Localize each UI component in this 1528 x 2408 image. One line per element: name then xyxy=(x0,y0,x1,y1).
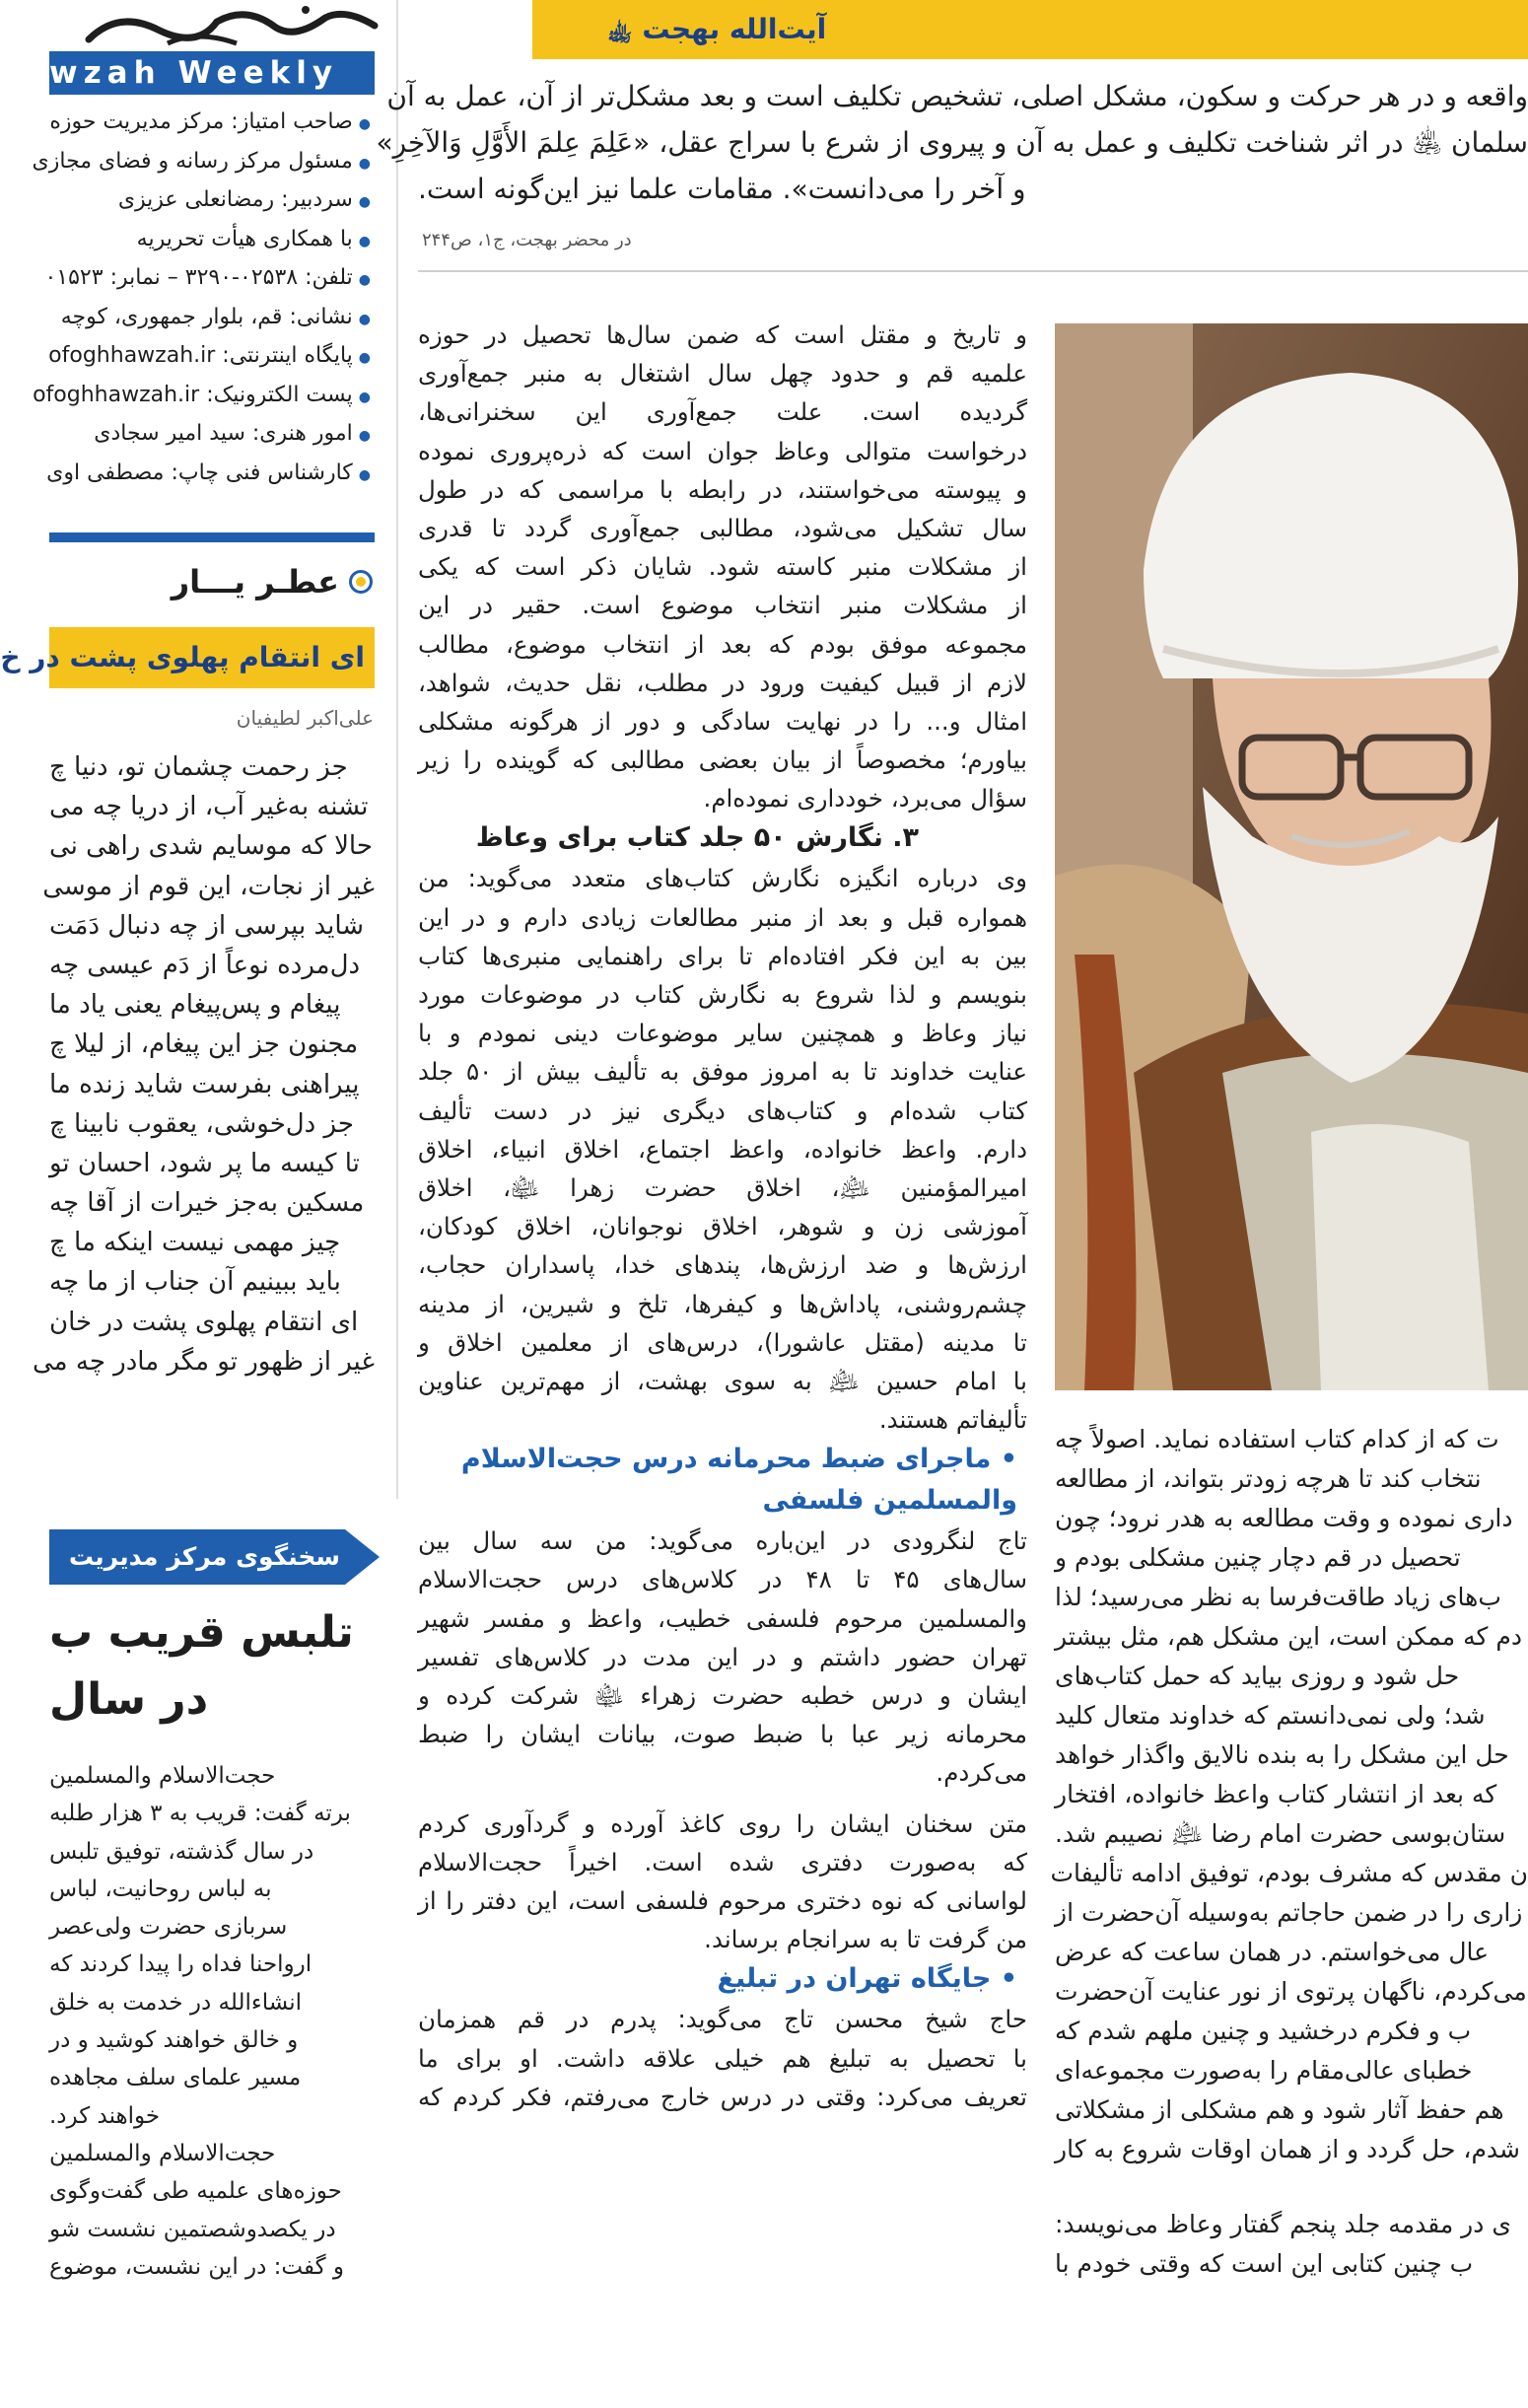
blue-subheading: والمسلمین فلسفی xyxy=(762,1485,1017,1517)
article-line: هم حفظ آثار شود و هم مشکلی از مشکلاتی xyxy=(1055,2095,1504,2124)
article-line: دارم. واعظ خانواده، واعظ اجتماع، اخلاق انبیاء، اخلاق xyxy=(418,1134,1027,1164)
quote-banner xyxy=(532,0,1528,59)
poem-line: باید ببینیم آن جناب از ما چه xyxy=(49,1267,341,1298)
news-line: حجت‌الاسلام والمسلمین xyxy=(49,1763,276,1789)
news-line: مسیر علمای سلف مجاهده xyxy=(49,2065,302,2091)
poem-line: جز دل‌خوشی، یعقوب نابینا چ xyxy=(49,1108,354,1139)
article-line: تاج لنگرودی در این‌باره می‌گوید: من سه سال بین xyxy=(418,1526,1027,1556)
article-line: داری نموده و وقت مطالعه به هدر نرود؛ چون xyxy=(1055,1504,1513,1532)
article-line: حاج شیخ محسن تاج می‌گوید: پدرم در قم همزمان xyxy=(418,2005,1027,2034)
article-line: والمسلمین مرحوم فلسفی خطیب، واعظ و مفسر شهیر xyxy=(418,1603,1027,1633)
article-line: از مشکلات منبر انتخاب موضوع است. حقیر در این xyxy=(418,591,1027,620)
article-line: تحصیل در قم دچار چنین مشکلی بودم و xyxy=(1055,1543,1461,1572)
article-line: با تحصیل به تبلیغ هم خیلی علاقه داشت. او برای ما xyxy=(418,2043,1027,2073)
article-line: سؤال می‌برد، خودداری نموده‌ام. xyxy=(703,784,1027,814)
article-line: عال می‌خواستم. در همان ساعت که عرض xyxy=(1055,1938,1490,1966)
article-line: امثال و... را در نهایت سادگی و دور از هرگونه مشکلی xyxy=(418,706,1027,736)
quote-author: آیت‌الله بهجت ﵀ xyxy=(607,13,827,45)
quote-line: سلمان ﵁ در اثر شناخت تکلیف و عمل به آن و پیروی از شرع با سراج عقل، «عَلِمَ عِلمَ الأَوَّلِ وَالآخِرِ» xyxy=(376,126,1528,159)
headline-line: تلبس قریب ب xyxy=(49,1607,354,1658)
article-line: تألیفاتم هستند. xyxy=(878,1405,1027,1435)
news-line: برته گفت: قریب به ۳ هزار طلبه xyxy=(49,1801,351,1827)
article-line: ب چنین کتابی این است که وقتی خودم با xyxy=(1055,2249,1474,2278)
headline-line: در سال xyxy=(49,1674,209,1725)
news-line: خواهند کرد. xyxy=(49,2102,161,2129)
article-line: ستان‌بوسی حضرت امام رضا ﵇ نصیبم شد. xyxy=(1055,1819,1506,1848)
article-line: ارزش‌ها و ضد ارزش‌ها، پندهای خدا، پاسداران حجاب، xyxy=(418,1250,1027,1280)
logo-calligraphy-icon xyxy=(49,0,389,51)
poem-line: غیر از نجات، این قوم از موسی xyxy=(42,871,375,901)
target-circle-icon xyxy=(349,570,373,594)
article-line: ایشان و درس خطبه حضرت زهراء ﵍ شرکت کرده و xyxy=(418,1681,1027,1710)
section-divider xyxy=(49,532,375,542)
article-line: خطبای عالی‌مقام را به‌صورت مجموعه‌ای xyxy=(1055,2056,1473,2085)
poet-name: علی‌اکبر لطیفیان xyxy=(236,706,374,730)
right-article-column xyxy=(1050,1420,1528,2408)
paragraph-gap xyxy=(1055,2169,1528,2205)
news-line: انشاءالله در خدمت به خلق xyxy=(49,1989,303,2016)
article-line: درخواست متوالی وعاظ جوان است که ذره‌پروری نموده xyxy=(418,436,1027,465)
news-line: و گفت: در این نشست، موضوع xyxy=(49,2253,345,2280)
article-line: بیاورم؛ مخصوصاً از بیان بعضی مطالبی که گوینده را زیر xyxy=(418,745,1027,775)
info-item: ●پست الکترونیک: ofoghhawzah.ir xyxy=(33,382,371,407)
bullet-icon: ● xyxy=(358,194,371,210)
news-line: به لباس روحانیت، لباس xyxy=(49,1876,272,1902)
portrait-illustration xyxy=(1055,323,1528,1390)
info-item: ●تلفن: ۰۲۵۳۸-۳۲۹۰ – نمابر: ۰۱۵۲۳ xyxy=(44,265,371,290)
article-line: وی درباره انگیزه نگارش کتاب‌های متعدد می‌گوید: من xyxy=(418,864,1027,893)
article-line: ب و فکرم درخشید و چنین ملهم شدم که xyxy=(1055,2017,1472,2045)
info-item: ●مسئول مرکز رسانه و فضای مجازی xyxy=(32,148,371,174)
poem-line: حالا که موسایم شدی راهی نی xyxy=(49,831,373,862)
quote-line: و آخر را می‌دانست». مقامات علما نیز این‌گونه است. xyxy=(418,173,1026,205)
article-line: ب‌های زیاد طاقت‌فرسا به نظر می‌رسید؛ لذا xyxy=(1055,1583,1501,1611)
news-body xyxy=(49,1757,375,2408)
article-line: با امام حسین ﵇ به سوی بهشت، از مهم‌ترین عناوین xyxy=(418,1366,1027,1395)
bullet-icon: ● xyxy=(358,155,371,172)
info-item: ●صاحب امتیاز: مرکز مدیریت حوزه xyxy=(49,109,371,134)
article-line: حل شود و روزی بیاید که حمل کتاب‌های xyxy=(1055,1662,1460,1690)
article-line: زاری را در ضمن حاجاتم به‌وسیله آن‌حضرت از xyxy=(1055,1898,1523,1927)
article-line: لواسانی که نوه دختری مرحوم فلسفی است، این دفتر را از xyxy=(418,1885,1027,1915)
article-line: بین به این فکر افتاده‌ام تا برای راهنمایی منبری‌ها کتاب xyxy=(418,941,1027,970)
news-kicker-banner xyxy=(49,1529,380,1585)
article-line: تا مدینه (مقتل عاشورا)، درس‌های از معلمین اخلاق و xyxy=(418,1327,1027,1357)
poem-line: ای انتقام پهلوی پشت در خان xyxy=(49,1307,359,1337)
section-subheading: ۳. نگارش ۵۰ جلد کتاب برای وعاظ xyxy=(475,822,919,854)
article-line: مجموعه موفق بودم که بعد از انتخاب موضوع، مطالب xyxy=(418,629,1027,659)
article-line: دم که ممکن است، این مشکل هم، مثل بیشتر xyxy=(1055,1622,1522,1651)
article-line: عنایت خداوند تا به امروز موفق به تألیف بیش از ۵۰ جلد xyxy=(418,1057,1028,1087)
atr-section-header xyxy=(49,557,375,606)
article-line: ی در مقدمه جلد پنجم گفتار وعاظ می‌نویسد: xyxy=(1055,2210,1511,2238)
poem-line: پیغام و پس‌پیغام یعنی یاد ما xyxy=(49,990,341,1021)
article-line: لازم از قبیل کیفیت ورود در مطلب، نقل حدیث، شواهد، xyxy=(418,668,1027,697)
poem-line: پیراهنی بفرست شاید زنده ما xyxy=(49,1069,360,1099)
article-line: و تاریخ و مقتل است که ضمن سال‌ها تحصیل در حوزه xyxy=(418,320,1027,349)
article-line: بنویسم و لذا شروع به نگارش کتاب در موضوعات مورد xyxy=(418,980,1027,1009)
article-line: سال تشکیل می‌شود، مطالبی جمع‌آوری گردد تا قدری xyxy=(418,513,1027,542)
quote-source: در محضر بهجت، ج۱، ص۲۴۴ xyxy=(422,230,632,250)
article-column xyxy=(418,316,1027,2408)
cleric-portrait-photo xyxy=(1055,323,1528,1390)
article-line: من گرفت تا به سرانجام برساند. xyxy=(704,1925,1027,1954)
article-line: نیاز وعاظ و همچنین سایر موضوعات دینی نمودم و با xyxy=(418,1019,1027,1048)
poem-line: شاید بپرسی از چه دنبال دَمَت xyxy=(49,910,365,941)
article-line: همواره قبل و بعد از منبر مطالعات زیادی دارم و در این xyxy=(418,902,1027,932)
article-line: حل این مشکل را به بنده نالایق واگذار خواهد xyxy=(1055,1740,1509,1769)
bullet-icon: ● xyxy=(358,233,371,249)
info-item: ●امور هنری: سید امیر سجادی xyxy=(94,421,371,446)
article-line: سال‌های ۴۵ تا ۴۸ در کلاس‌های درس حجت‌الاسلام xyxy=(418,1565,1028,1594)
atr-section-title: عطـر یـــار xyxy=(171,563,339,601)
weekly-title: wzah Weekly xyxy=(49,55,339,91)
article-line: آموزشی زن و شوهر، اخلاق نوجوانان، اخلاق کودکان، xyxy=(418,1212,1027,1241)
article-line: می‌کردم. xyxy=(936,1758,1027,1788)
article-line: شد؛ ولی نمی‌دانستم که خداوند متعال کلید xyxy=(1055,1701,1486,1730)
news-line: در سال گذشته، توفیق تلبس xyxy=(49,1838,314,1865)
info-item: ●با همکاری هیأت تحریریه xyxy=(136,226,371,251)
bullet-icon: ● xyxy=(358,389,371,405)
quote-line: واقعه و در هر حرکت و سکون، مشکل اصلی، تشخیص تکلیف است و بعد مشکل‌تر از آن، عمل به آن xyxy=(386,80,1528,112)
article-line: امیرالمؤمنین ﵇، اخلاق حضرت زهرا ﵍، اخلاق xyxy=(418,1172,1027,1202)
bullet-icon: ● xyxy=(358,466,371,483)
article-line: که به‌صورت دفتری شده است. اخیراً حجت‌الاسلام xyxy=(418,1847,1027,1877)
article-line: ن مقدس که مشرف بودم، توفیق ادامه تألیفات xyxy=(1050,1859,1528,1887)
column-divider xyxy=(396,0,398,1499)
info-item: ●کارشناس فنی چاپ: مصطفی اوی xyxy=(46,460,371,485)
bullet-icon: ● xyxy=(358,350,371,366)
poem-title: ای انتقام پهلوی پشت در خ xyxy=(0,641,365,673)
article-line: چشم‌روشنی، پاداش‌ها و کیفرها، تلخ و شیرین، از مدینه xyxy=(418,1289,1027,1318)
news-line: حجت‌الاسلام والمسلمین xyxy=(49,2140,276,2166)
news-kicker: سخنگوی مرکز مدیریت xyxy=(68,1542,340,1571)
bullet-icon: ● xyxy=(358,272,371,288)
poem-line: تشنه به‌غیر آب، از دریا چه می xyxy=(49,792,369,822)
article-line: ت که از کدام کتاب استفاده نماید. اصولاً چه xyxy=(1055,1425,1499,1453)
poem-line: غیر از ظهور تو مگر مادر چه می xyxy=(33,1346,375,1377)
article-line: تهران حضور داشتم و در این مدت در کلاس‌های تفسیر xyxy=(418,1642,1027,1671)
article-line: از مشکلات منبر کاسته شود. شایان ذکر است که یکی xyxy=(418,552,1027,582)
news-line: و خالق خواهند کوشید و در xyxy=(49,2027,299,2054)
news-line: سربازی حضرت ولی‌عصر xyxy=(49,1914,288,1941)
bullet-icon: ● xyxy=(358,311,371,327)
news-line: در یکصدوشصتمین نشست شو xyxy=(49,2216,336,2242)
article-line: گردیده است. علت جمع‌آوری این سخنرانی‌ها، xyxy=(418,397,1027,427)
newspaper-logo xyxy=(49,0,389,51)
masthead-info-list xyxy=(32,103,375,527)
bullet-icon: ● xyxy=(358,116,371,132)
poem-line: مجنون جز این پیغام، از لیلا چ xyxy=(49,1029,359,1060)
news-line: حوزه‌های علمیه طی گفت‌وگوی xyxy=(49,2178,342,2205)
article-line: کتاب شده‌ام و کتاب‌های دیگری نیز در دست تألیف xyxy=(418,1096,1027,1125)
article-line: و پیوسته می‌خواستند، در رابطه با مراسمی که در طول xyxy=(418,474,1027,504)
poem-line: جز رحمت چشمان تو، دنیا چ xyxy=(49,752,348,782)
blue-subheading: • جایگاه تهران در تبلیغ xyxy=(717,1963,1017,1995)
poem-line: تا کیسه ما پر شود، احسان تو xyxy=(49,1148,360,1178)
article-line: می‌کردم، ناگهان پرتوی از نور عنایت آن‌حضرت xyxy=(1055,1977,1527,2006)
blue-subheading: • ماجرای ضبط محرمانه درس حجت‌الاسلام xyxy=(460,1444,1017,1475)
poem-line: چیز مهمی نیست اینکه ما چ xyxy=(49,1228,341,1258)
info-item: ●پایگاه اینترنتی: ofoghhawzah.ir xyxy=(48,343,371,368)
article-line: متن سخنان ایشان را روی کاغذ آورده و گردآوری کردم xyxy=(418,1808,1027,1838)
article-line: علمیه قم و حدود چهل سال اشتغال به منبر جمع‌آوری xyxy=(418,359,1027,389)
weekly-name-bar xyxy=(49,51,375,95)
poem-body xyxy=(33,747,375,1497)
article-line: محرمانه زیر عبا با ضبط صوت، بیانات ایشان را ضبط xyxy=(418,1720,1027,1749)
poem-line: دل‌مرده نوعاً از دَم عیسی چه xyxy=(49,950,361,980)
paragraph-gap xyxy=(418,1793,1027,1805)
masthead-column xyxy=(0,0,389,2408)
article-line: نتخاب کند تا هرچه زودتر بتواند، از مطالعه xyxy=(1055,1464,1482,1493)
bullet-icon: ● xyxy=(358,428,371,444)
article-line: شدم، حل گردد و از همان اوقات شروع به کار xyxy=(1055,2135,1520,2163)
poem-line: مسکین به‌جز خیرات از آقا چه xyxy=(49,1188,365,1219)
news-headline xyxy=(49,1599,389,1747)
article-line: تعریف می‌کرد: وقتی در درس خارج می‌رفتم، فکر کردم که xyxy=(418,2082,1027,2111)
info-item: ●نشانی: قم، بلوار جمهوری، کوچه xyxy=(60,304,371,329)
article-line: که بعد از انتشار کتاب واعظ خانواده، افتخار xyxy=(1055,1780,1497,1808)
quote-body xyxy=(376,73,1528,221)
info-item: ●سردبیر: رمضانعلی عزیزی xyxy=(117,187,371,212)
news-line: ارواحنا فداه را پیدا کردند که xyxy=(49,1951,313,1978)
poem-title-banner xyxy=(0,627,375,688)
